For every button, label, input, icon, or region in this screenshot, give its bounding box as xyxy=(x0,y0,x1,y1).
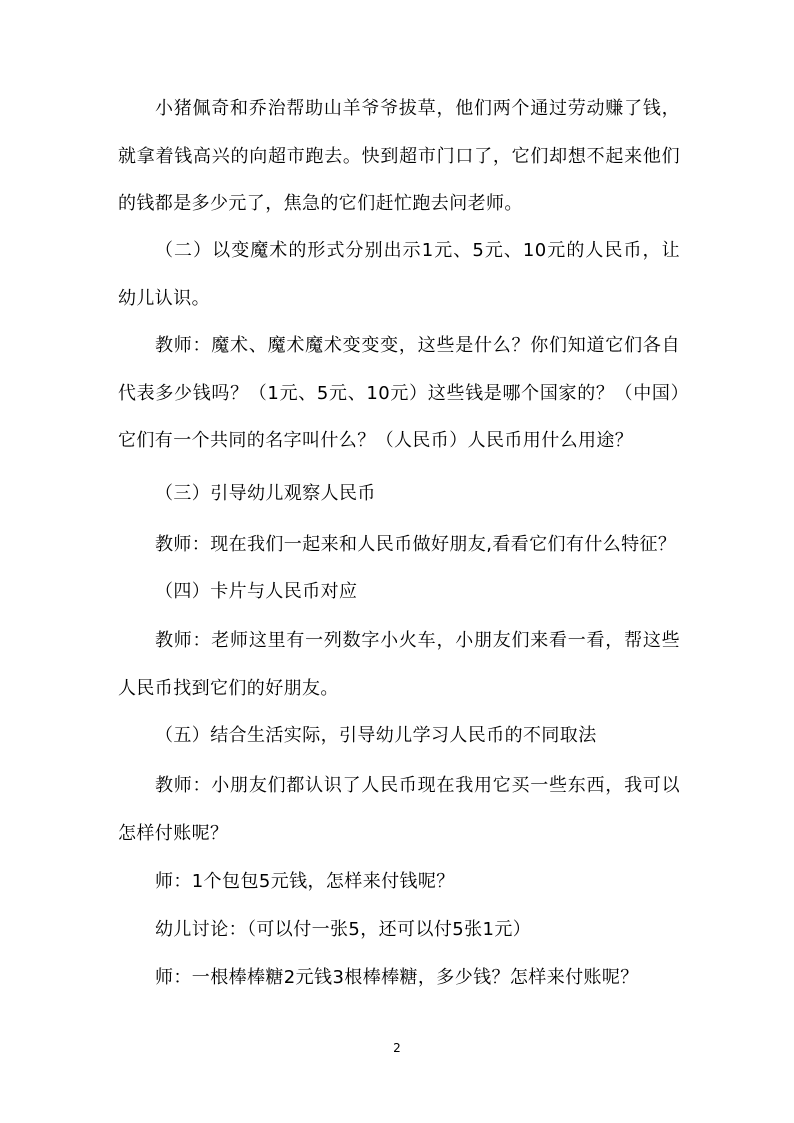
section-two-heading: （二）以变魔术的形式分别出示1元、5元、10元的人民币，让幼儿认识。 xyxy=(118,240,680,309)
teacher-magic-paragraph: 教师：魔术、魔术魔术变变变，这些是什么？你们知道它们各自代表多少钱吗？（1元、5元、10元）这些钱是哪个国家的？（中国）它们有一个共同的名字叫什么？（人民币）人民币用什么用途？ xyxy=(118,335,680,451)
story-paragraph: 小猪佩奇和乔治帮助山羊爷爷拔草，他们两个通过劳动赚了钱，就拿着钱高兴的向超市跑去。快到超市门口了，它们却想不起来他们的钱都是多少元了，焦急的它们赶忙跑去问老师。 xyxy=(118,98,680,214)
children-discussion: 幼儿讨论：（可以付一张5，还可以付5张1元） xyxy=(155,919,532,940)
page-number: 2 xyxy=(393,1041,401,1055)
teacher-bag-question: 师：1个包包5元钱，怎样来付钱呢？ xyxy=(155,871,455,892)
teacher-observe-paragraph: 教师：现在我们一起来和人民币做好朋友,看看它们有什么特征？ xyxy=(155,534,677,555)
section-five-heading: （五）结合生活实际，引导幼儿学习人民币的不同取法 xyxy=(155,725,597,746)
teacher-train-paragraph: 教师：老师这里有一列数字小火车，小朋友们来看一看，帮这些人民币找到它们的好朋友。 xyxy=(118,630,680,699)
section-three-heading: （三）引导幼儿观察人民币 xyxy=(155,483,376,504)
teacher-pay-paragraph: 教师：小朋友们都认识了人民币现在我用它买一些东西，我可以怎样付账呢？ xyxy=(118,775,680,844)
section-four-heading: （四）卡片与人民币对应 xyxy=(155,581,358,602)
teacher-lollipop-question: 师：一根棒棒糖2元钱3根棒棒糖，多少钱？怎样来付账呢？ xyxy=(155,967,639,988)
